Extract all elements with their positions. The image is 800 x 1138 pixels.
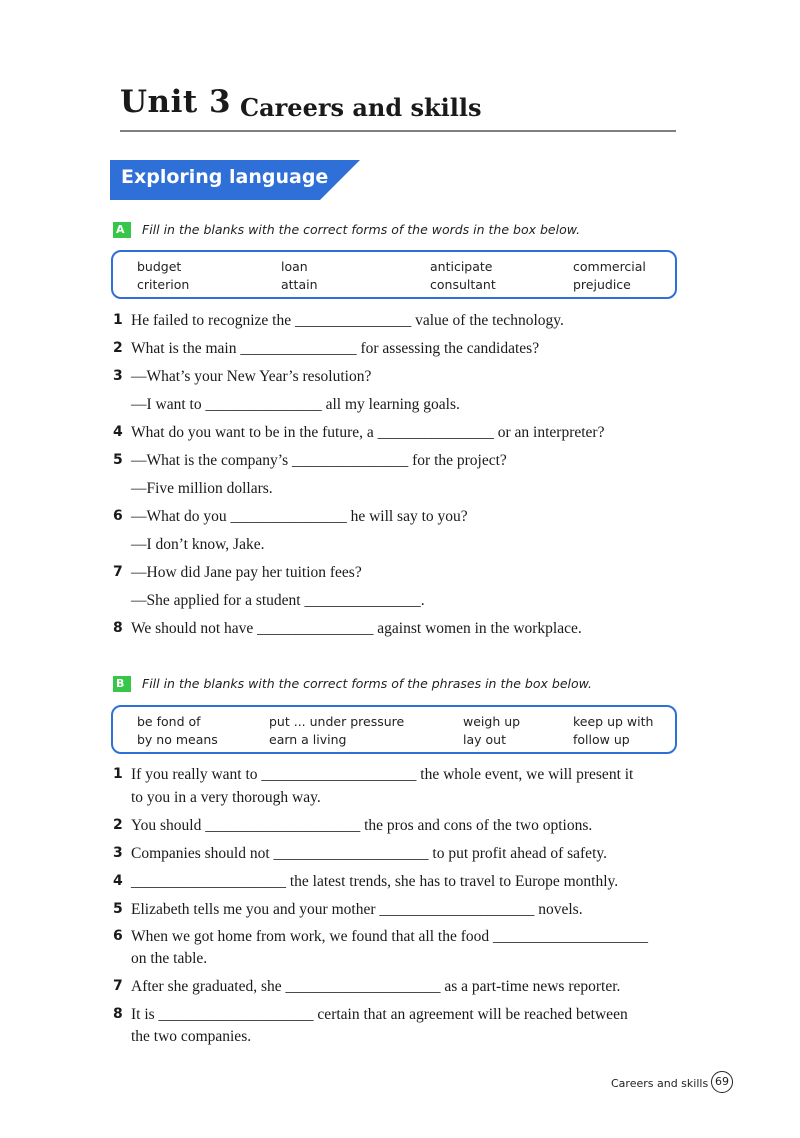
section-a-word-box [111, 250, 677, 299]
question-number: 3 [113, 845, 123, 861]
question-number: 1 [113, 766, 123, 782]
word-box-item: loan [281, 259, 308, 274]
phrase-box-item: put ... under pressure [269, 714, 405, 729]
phrase-box-item: keep up with [573, 714, 654, 729]
question-text: After she graduated, she ____________________ as a part-time news reporter. [131, 978, 621, 995]
question-number: 2 [113, 340, 123, 356]
question-number: 2 [113, 817, 123, 833]
question-number: 3 [113, 368, 123, 384]
question-text: the two companies. [131, 1028, 252, 1045]
word-box-item: consultant [430, 277, 496, 292]
question-text: When we got home from work, we found that all the food ____________________ [131, 928, 649, 945]
phrase-box-item: earn a living [269, 732, 347, 747]
phrase-box-item: be fond of [137, 714, 201, 729]
section-b-phrase-box [111, 705, 677, 754]
phrase-box-item: weigh up [463, 714, 521, 729]
question-text: If you really want to ____________________ the whole event, we will present it [131, 766, 634, 783]
question-text: What is the main _______________ for assessing the candidates? [131, 340, 540, 357]
unit-title: Careers and skills [240, 93, 482, 122]
question-text: —I don’t know, Jake. [131, 536, 265, 553]
banner-title: Exploring language [121, 166, 329, 188]
question-number: 6 [113, 508, 123, 524]
question-text: —Five million dollars. [131, 480, 273, 497]
question-text: —How did Jane pay her tuition fees? [131, 564, 362, 581]
question-text: —What is the company’s _______________ for the project? [131, 452, 507, 469]
question-number: 8 [113, 620, 123, 636]
question-text: to you in a very thorough way. [131, 789, 321, 806]
question-text: He failed to recognize the _______________ value of the technology. [131, 312, 564, 329]
unit-number: Unit 3 [120, 84, 232, 120]
page-number: 69 [711, 1071, 733, 1093]
section-a-badge: A [113, 222, 131, 238]
question-number: 6 [113, 928, 123, 944]
word-box-item: budget [137, 259, 182, 274]
section-b-badge: B [113, 676, 131, 692]
question-number: 5 [113, 452, 123, 468]
question-text: on the table. [131, 950, 208, 967]
question-number: 4 [113, 424, 123, 440]
phrase-box-item: follow up [573, 732, 630, 747]
question-text: What do you want to be in the future, a _______________ or an interpreter? [131, 424, 605, 441]
word-box-item: commercial [573, 259, 646, 274]
question-text: We should not have _______________ against women in the workplace. [131, 620, 582, 637]
question-number: 4 [113, 873, 123, 889]
header-divider [120, 130, 676, 132]
question-text: —What’s your New Year’s resolution? [131, 368, 372, 385]
question-number: 7 [113, 978, 123, 994]
word-box-item: prejudice [573, 277, 631, 292]
question-number: 5 [113, 901, 123, 917]
question-text: ____________________ the latest trends, she has to travel to Europe monthly. [131, 873, 619, 890]
question-text: You should ____________________ the pros and cons of the two options. [131, 817, 593, 834]
question-text: Companies should not ____________________ to put profit ahead of safety. [131, 845, 607, 862]
question-number: 7 [113, 564, 123, 580]
phrase-box-item: lay out [463, 732, 506, 747]
question-text: —What do you _______________ he will say to you? [131, 508, 468, 525]
question-number: 8 [113, 1006, 123, 1022]
section-a-instruction: Fill in the blanks with the correct forms of the words in the box below. [142, 222, 581, 237]
word-box-item: criterion [137, 277, 190, 292]
question-text: —I want to _______________ all my learning goals. [131, 396, 460, 413]
word-box-item: anticipate [430, 259, 493, 274]
question-text: Elizabeth tells me you and your mother ____________________ novels. [131, 901, 583, 918]
section-b-instruction: Fill in the blanks with the correct forms of the phrases in the box below. [142, 676, 593, 691]
phrase-box-item: by no means [137, 732, 218, 747]
footer-label: Careers and skills [611, 1077, 709, 1090]
question-number: 1 [113, 312, 123, 328]
question-text: —She applied for a student _______________. [131, 592, 425, 609]
word-box-item: attain [281, 277, 318, 292]
question-text: It is ____________________ certain that an agreement will be reached between [131, 1006, 628, 1023]
